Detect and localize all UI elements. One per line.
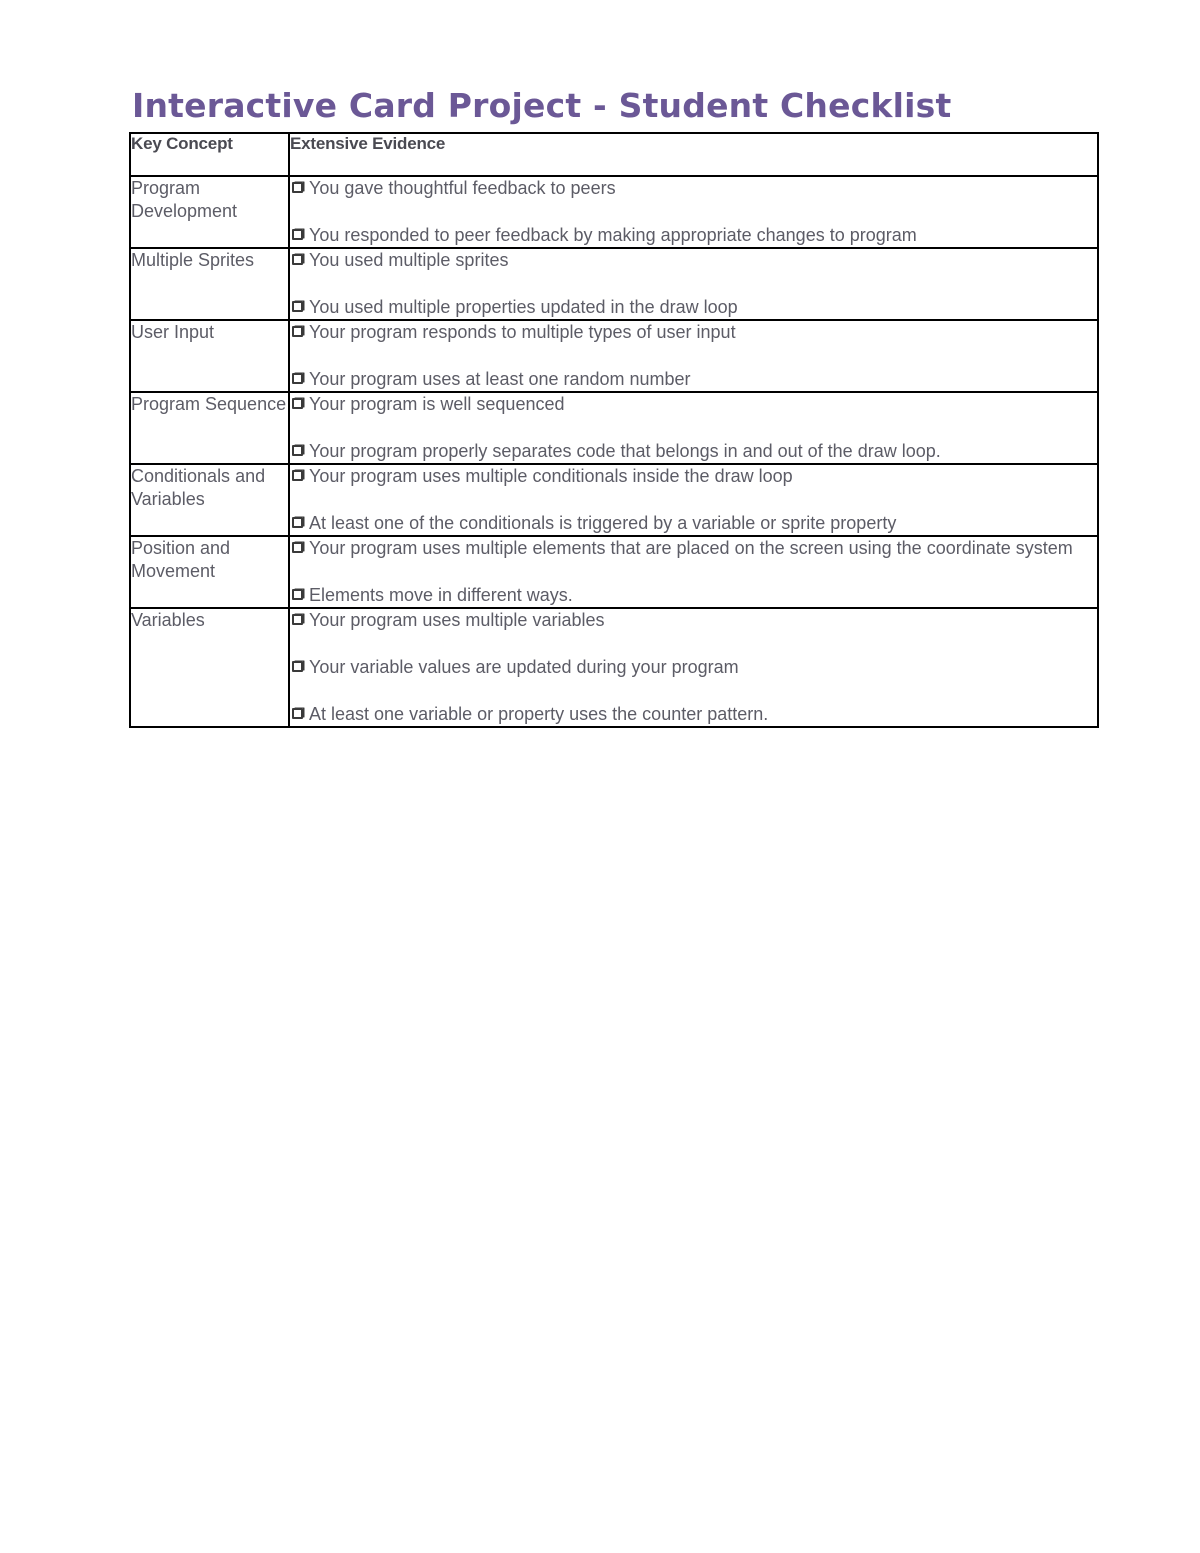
checklist-item-text: Your program uses multiple elements that are placed on the screen using the coordinate system <box>309 538 1073 558</box>
checklist-item <box>290 584 1097 607</box>
checklist-item-text: At least one of the conditionals is triggered by a variable or sprite property <box>309 513 897 533</box>
key-concept-cell: User Input <box>130 320 289 392</box>
checklist-item-text: Your variable values are updated during your program <box>309 657 739 677</box>
key-concept-cell: Program Sequence <box>130 392 289 464</box>
checklist-item <box>290 296 1097 319</box>
checklist-item <box>290 177 1097 200</box>
key-concept-cell: Conditionals and Variables <box>130 464 289 536</box>
checkbox-icon[interactable] <box>292 470 303 481</box>
checklist-item <box>290 512 1097 535</box>
column-header-extensive-evidence: Extensive Evidence <box>289 133 1098 176</box>
checklist-item <box>290 393 1097 416</box>
checkbox-icon[interactable] <box>292 229 303 240</box>
checklist-item-text: You used multiple sprites <box>309 250 509 270</box>
checkbox-icon[interactable] <box>292 542 303 553</box>
checkbox-icon[interactable] <box>292 254 303 265</box>
evidence-cell <box>289 248 1098 320</box>
key-concept-cell: Multiple Sprites <box>130 248 289 320</box>
checkbox-icon[interactable] <box>292 326 303 337</box>
table-row <box>130 464 1098 536</box>
table-row <box>130 536 1098 608</box>
checklist-item <box>290 656 1097 679</box>
checkbox-icon[interactable] <box>292 373 303 384</box>
checklist-item <box>290 703 1097 726</box>
page-title: Interactive Card Project - Student Checklist <box>132 86 952 125</box>
checklist-item-text: Your program uses multiple variables <box>309 610 605 630</box>
checkbox-icon[interactable] <box>292 398 303 409</box>
key-concept-cell: Variables <box>130 608 289 727</box>
checklist-item-text: You gave thoughtful feedback to peers <box>309 178 616 198</box>
checklist-item <box>290 465 1097 488</box>
checklist-item-text: Elements move in different ways. <box>309 585 573 605</box>
checklist-item-text: Your program uses multiple conditionals inside the draw loop <box>309 466 793 486</box>
table-row <box>130 608 1098 727</box>
checkbox-icon[interactable] <box>292 445 303 456</box>
table-row <box>130 320 1098 392</box>
checklist-table <box>129 132 1099 728</box>
key-concept-cell: Position and Movement <box>130 536 289 608</box>
checklist-item-text: You used multiple properties updated in the draw loop <box>309 297 738 317</box>
checklist-item-text: Your program is well sequenced <box>309 394 565 414</box>
checklist-item <box>290 224 1097 247</box>
header-row <box>130 133 1098 176</box>
checklist-item <box>290 440 1097 463</box>
checkbox-icon[interactable] <box>292 517 303 528</box>
evidence-cell <box>289 464 1098 536</box>
table-row <box>130 248 1098 320</box>
column-header-key-concept: Key Concept <box>130 133 289 176</box>
table-row <box>130 392 1098 464</box>
evidence-cell <box>289 536 1098 608</box>
checklist-item-text: You responded to peer feedback by making appropriate changes to program <box>309 225 917 245</box>
evidence-cell <box>289 608 1098 727</box>
checklist-item-text: At least one variable or property uses the counter pattern. <box>309 704 769 724</box>
evidence-cell <box>289 320 1098 392</box>
checkbox-icon[interactable] <box>292 614 303 625</box>
checklist-item <box>290 368 1097 391</box>
evidence-cell <box>289 176 1098 248</box>
checklist-item-text: Your program responds to multiple types of user input <box>309 322 736 342</box>
table-row <box>130 176 1098 248</box>
checklist-item-text: Your program properly separates code that belongs in and out of the draw loop. <box>309 441 941 461</box>
checkbox-icon[interactable] <box>292 708 303 719</box>
checkbox-icon[interactable] <box>292 182 303 193</box>
checklist-item <box>290 321 1097 344</box>
checklist-item <box>290 249 1097 272</box>
checklist-item-text: Your program uses at least one random number <box>309 369 691 389</box>
checkbox-icon[interactable] <box>292 301 303 312</box>
checklist-item <box>290 537 1097 560</box>
key-concept-cell: Program Development <box>130 176 289 248</box>
evidence-cell <box>289 392 1098 464</box>
checklist-item <box>290 609 1097 632</box>
checkbox-icon[interactable] <box>292 589 303 600</box>
checkbox-icon[interactable] <box>292 661 303 672</box>
